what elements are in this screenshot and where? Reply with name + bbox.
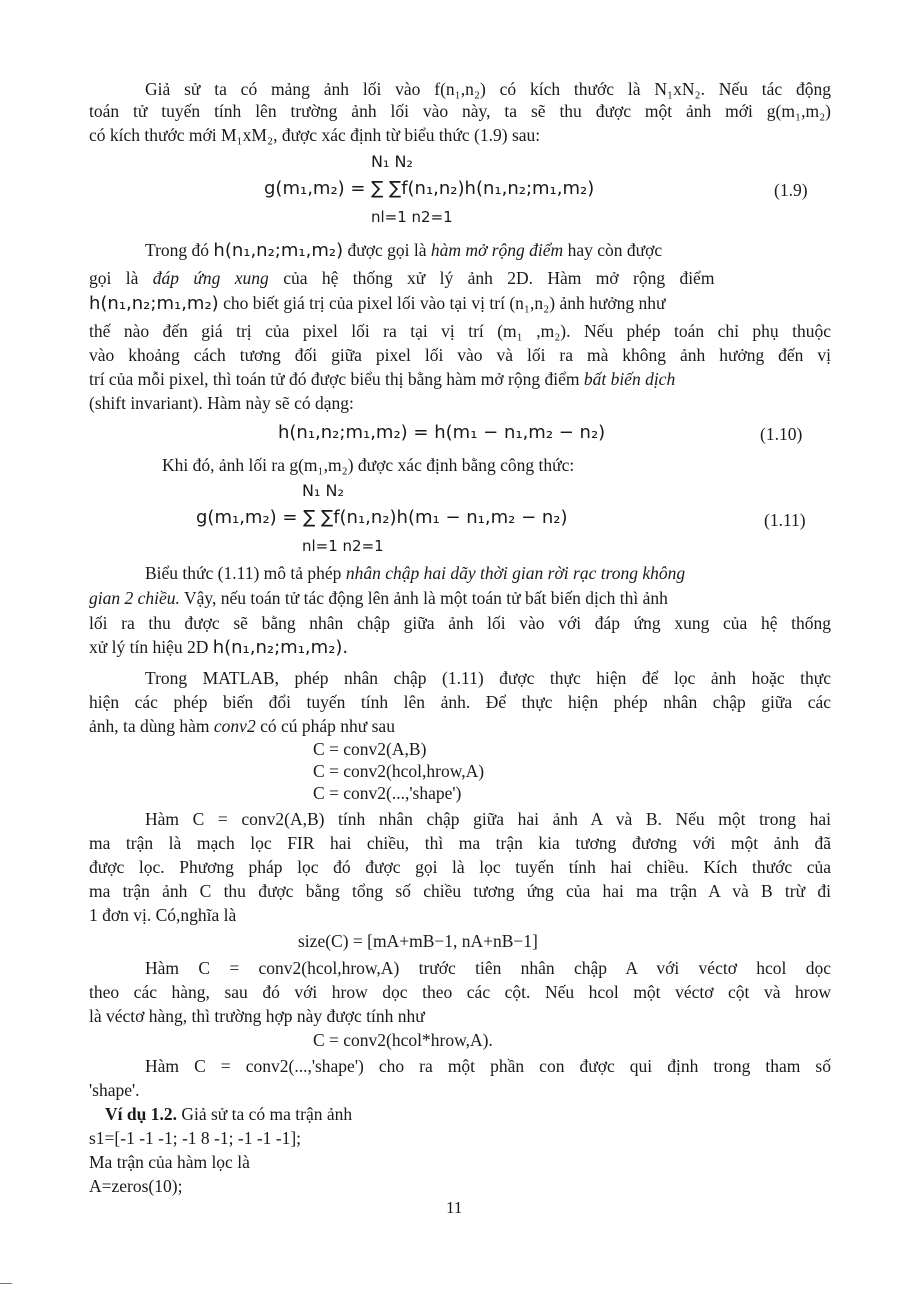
emphasis: hàm mở rộng điểm bbox=[430, 240, 564, 260]
example-title: Ví dụ 1.2. bbox=[105, 1104, 177, 1124]
paragraph-line: xử lý tín hiệu 2D h(n₁,n₂;m₁,m₂). bbox=[89, 637, 349, 658]
code-line: A=zeros(10); bbox=[89, 1176, 183, 1196]
code-line: C = conv2(A,B) bbox=[313, 739, 427, 759]
equation-1-10: h(n₁,n₂;m₁,m₂) = h(m₁ − n₁,m₂ − n₂) bbox=[278, 422, 606, 443]
paragraph-line: ma trận là mạch lọc FIR hai chiều, thì ma trận kia tương đương với một ảnh đã bbox=[89, 833, 831, 853]
paragraph-line: 'shape'. bbox=[89, 1080, 140, 1100]
code-line: s1=[-1 -1 -1; -1 8 -1; -1 -1 -1]; bbox=[89, 1128, 302, 1148]
code-line: C = conv2(...,'shape') bbox=[313, 783, 462, 803]
equation-number: (1.11) bbox=[764, 510, 806, 530]
paragraph-line: là véctơ hàng, thì trường hợp này được tính như bbox=[89, 1006, 425, 1026]
code-line: C = conv2(hcol*hrow,A). bbox=[313, 1030, 493, 1050]
paragraph-line: Hàm C = conv2(hcol,hrow,A) trước tiên nhân chập A với véctơ hcol dọc bbox=[145, 958, 831, 978]
inline-formula: h(n₁,n₂;m₁,m₂) bbox=[89, 293, 219, 314]
paragraph-line: 1 đơn vị. Có,nghĩa là bbox=[89, 905, 237, 925]
paragraph-line: Biểu thức (1.11) mô tả phép nhân chập hai dãy thời gian rời rạc trong không bbox=[145, 563, 686, 583]
paragraph-line: vào khoảng cách tương đối giữa pixel lối vào và lối ra mà không ảnh hưởng đến vị bbox=[89, 345, 831, 365]
paragraph-line: gọi là đáp ứng xung của hệ thống xử lý ảnh 2D. Hàm mở rộng điểm bbox=[89, 268, 715, 288]
paragraph-line: ảnh, ta dùng hàm conv2 có cú pháp như sau bbox=[89, 716, 395, 736]
paragraph-line: Khi đó, ảnh lối ra g(m₁,m₂) được xác định bằng công thức: bbox=[162, 455, 575, 475]
function-name: conv2 bbox=[213, 716, 256, 736]
paragraph-line: hiện các phép biến đổi tuyến tính lên ảnh. Để thực hiện phép nhân chập giữa các bbox=[89, 692, 831, 712]
paragraph-line: h(n₁,n₂;m₁,m₂) cho biết giá trị của pixel lối vào tại vị trí (n₁,n₂) ảnh hưởng như bbox=[89, 293, 666, 314]
paragraph-line: theo các hàng, sau đó với hrow dọc theo các cột. Nếu hcol một véctơ cột và hrow bbox=[89, 982, 831, 1002]
paragraph-line: Hàm C = conv2(...,'shape') cho ra một phần con được qui định trong tham số bbox=[145, 1056, 831, 1076]
paragraph-line: lối ra thu được sẽ bằng nhân chập giữa ảnh lối vào với đáp ứng xung của hệ thống bbox=[89, 613, 831, 633]
paragraph-line: có kích thước mới M₁xM₂, được xác định từ biểu thức (1.9) sau: bbox=[89, 125, 541, 145]
paragraph-line: Hàm C = conv2(A,B) tính nhân chập giữa hai ảnh A và B. Nếu một trong hai bbox=[145, 809, 831, 829]
equation-1-11: g(m₁,m₂) = ∑ ∑f(n₁,n₂)h(m₁ − n₁,m₂ − n₂) bbox=[196, 507, 568, 528]
paragraph-line: trí của mỗi pixel, thì toán tử đó được biểu thị bằng hàm mở rộng điểm bất biến dịch bbox=[89, 369, 676, 389]
scan-edge-mark bbox=[0, 1283, 12, 1284]
equation-number: (1.10) bbox=[760, 424, 803, 444]
emphasis: đáp ứng xung bbox=[152, 268, 269, 288]
size-formula: size(C) = [mA+mB−1, nA+nB−1] bbox=[298, 931, 538, 951]
equation-number: (1.9) bbox=[774, 180, 808, 200]
equation-lower-limits: nl=1 n2=1 bbox=[371, 208, 453, 226]
page-number: 11 bbox=[446, 1198, 463, 1217]
paragraph-line: (shift invariant). Hàm này sẽ có dạng: bbox=[89, 393, 354, 413]
code-line: C = conv2(hcol,hrow,A) bbox=[313, 761, 485, 781]
equation-1-9: g(m₁,m₂) = ∑ ∑f(n₁,n₂)h(n₁,n₂;m₁,m₂) bbox=[264, 178, 595, 199]
paragraph-line: ma trận ảnh C thu được bằng tổng số chiều tương ứng của hai ma trận A và B trừ đi bbox=[89, 881, 831, 901]
emphasis: gian 2 chiều. bbox=[89, 588, 180, 608]
paragraph-line: thế nào đến giá trị của pixel lối ra tại vị trí (m₁ ,m₂). Nếu phép toán chỉ phụ thuộc bbox=[89, 321, 831, 341]
emphasis: nhân chập hai dãy thời gian rời rạc trong không bbox=[345, 563, 686, 583]
example-heading: Ví dụ 1.2. Giả sử ta có ma trận ảnh bbox=[105, 1104, 353, 1124]
emphasis: bất biến dịch bbox=[583, 369, 676, 389]
equation-upper-limits: N₁ N₂ bbox=[302, 481, 344, 500]
paragraph-line: Trong đó h(n₁,n₂;m₁,m₂) được gọi là hàm mở rộng điểm hay còn được bbox=[145, 240, 663, 261]
paragraph-line: được lọc. Phương pháp lọc đó được gọi là lọc tuyến tính hai chiều. Kích thước của bbox=[89, 857, 831, 877]
paragraph-line: Giả sử ta có mảng ảnh lối vào f(n₁,n₂) có kích thước là N₁xN₂. Nếu tác động bbox=[145, 79, 831, 99]
paragraph-line: Trong MATLAB, phép nhân chập (1.11) được thực hiện để lọc ảnh hoặc thực bbox=[145, 668, 831, 688]
inline-formula: h(n₁,n₂;m₁,m₂). bbox=[212, 637, 349, 658]
equation-upper-limits: N₁ N₂ bbox=[371, 152, 413, 171]
inline-formula: h(n₁,n₂;m₁,m₂) bbox=[213, 240, 344, 261]
equation-lower-limits: nl=1 n2=1 bbox=[302, 537, 384, 555]
paragraph-line: gian 2 chiều. Vậy, nếu toán tử tác động lên ảnh là một toán tử bất biến dịch thì ảnh bbox=[89, 588, 668, 608]
paragraph-line: Ma trận của hàm lọc là bbox=[89, 1152, 250, 1172]
paragraph-line: toán tử tuyến tính lên trường ảnh lối vào này, ta sẽ thu được một ảnh mới g(m₁,m₂) bbox=[89, 101, 831, 121]
